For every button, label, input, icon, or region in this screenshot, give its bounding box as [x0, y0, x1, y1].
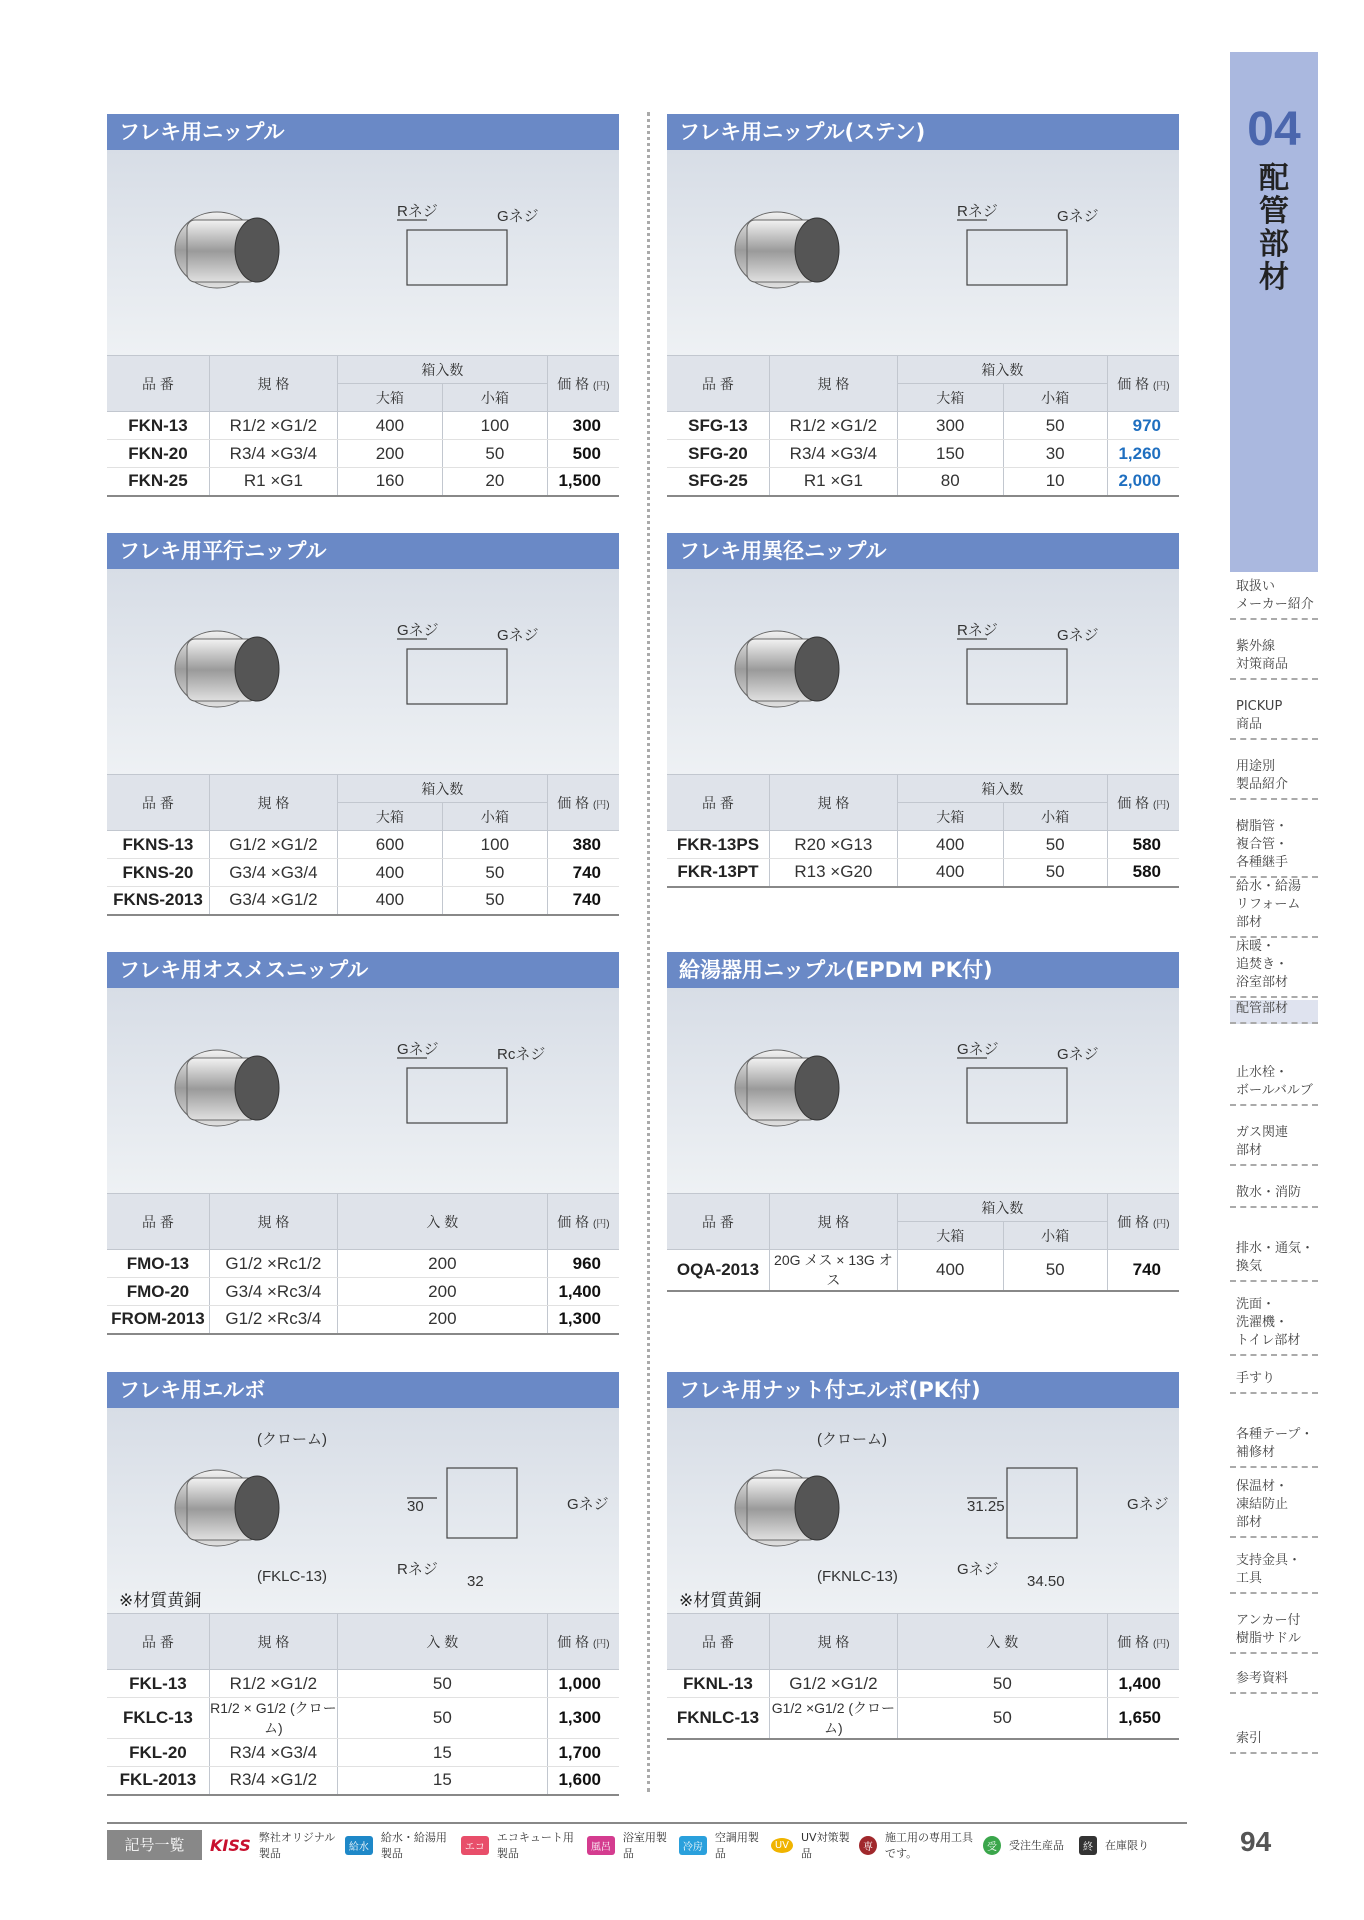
- page-number: 94: [1240, 1826, 1272, 1857]
- col-code: 品 番: [107, 356, 209, 412]
- small-box: 50: [442, 440, 547, 468]
- sidebar-nav-item[interactable]: 樹脂管・ 複合管・ 各種継手: [1230, 818, 1318, 878]
- price: 1,260: [1107, 440, 1179, 468]
- table-row: [107, 831, 619, 859]
- large-box: 160: [337, 468, 442, 496]
- product-section: [667, 952, 1179, 1292]
- product-code: FKNS-20: [107, 859, 209, 887]
- product-image: [107, 569, 619, 774]
- col-code: 品 番: [667, 775, 769, 831]
- quantity: 15: [337, 1767, 547, 1795]
- section-title: フレキ用オスメスニップル: [107, 952, 619, 988]
- product-section: [107, 1372, 619, 1796]
- spec: G1/2 ×Rc3/4: [209, 1306, 337, 1334]
- diagram-label: Gネジ: [1057, 208, 1099, 225]
- diagram-label: Rネジ: [957, 622, 998, 639]
- col-box: 箱入数: [337, 775, 547, 803]
- product-section: [667, 533, 1179, 888]
- large-box: 400: [337, 412, 442, 440]
- column-divider: [647, 112, 650, 1792]
- spec: G3/4 ×G1/2: [209, 887, 337, 915]
- price: 1,650: [1107, 1698, 1179, 1740]
- diagram-label: Gネジ: [397, 1041, 439, 1058]
- tool-icon: 専: [859, 1836, 877, 1855]
- product-image: [107, 988, 619, 1193]
- price: 580: [1107, 831, 1179, 859]
- col-price: 価 格 (円): [547, 775, 619, 831]
- price-table: [107, 774, 619, 916]
- large-box: 400: [897, 1250, 1003, 1292]
- spec: G1/2 ×G1/2 (クローム): [769, 1698, 897, 1740]
- spec: G1/2 ×G1/2: [209, 831, 337, 859]
- price: 300: [547, 412, 619, 440]
- product-code: FKN-13: [107, 412, 209, 440]
- col-qty: 入 数: [337, 1614, 547, 1670]
- quantity: 200: [337, 1306, 547, 1334]
- col-code: 品 番: [107, 1614, 209, 1670]
- price: 1,300: [547, 1306, 619, 1334]
- col-price: 価 格 (円): [1107, 775, 1179, 831]
- col-price: 価 格 (円): [547, 356, 619, 412]
- small-box: 10: [1003, 468, 1107, 496]
- col-box: 箱入数: [897, 356, 1107, 384]
- price: 500: [547, 440, 619, 468]
- product-section: [107, 533, 619, 916]
- product-code: FKNLC-13: [667, 1698, 769, 1740]
- legend-bath: 浴室用製品: [622, 1831, 667, 1860]
- product-illustration: [667, 988, 1179, 1193]
- product-code: FKLC-13: [107, 1698, 209, 1739]
- col-price: 価 格 (円): [1107, 356, 1179, 412]
- product-code: SFG-20: [667, 440, 769, 468]
- product-illustration: [107, 1408, 619, 1613]
- col-code: 品 番: [667, 356, 769, 412]
- product-illustration: [107, 569, 619, 774]
- large-box: 200: [337, 440, 442, 468]
- table-row: [667, 468, 1179, 496]
- price: 1,300: [547, 1698, 619, 1739]
- sidebar-nav-item[interactable]: 用途別 製品紹介: [1230, 758, 1318, 800]
- col-small: 小箱: [1003, 803, 1107, 831]
- kiss-logo: KISS: [210, 1835, 251, 1855]
- diagram-label: (FKLC-13): [257, 1568, 328, 1585]
- price: 1,000: [547, 1670, 619, 1698]
- col-price: 価 格 (円): [1107, 1614, 1179, 1670]
- price-table: [667, 1193, 1179, 1292]
- spec: R1/2 × G1/2 (クローム): [209, 1698, 337, 1739]
- diagram-label: Rネジ: [397, 1561, 438, 1578]
- table-row: [107, 1767, 619, 1795]
- col-spec: 規 格: [209, 356, 337, 412]
- diagram-label: Rcネジ: [497, 1046, 546, 1063]
- large-box: 150: [897, 440, 1003, 468]
- product-code: FMO-13: [107, 1250, 209, 1278]
- table-row: [667, 831, 1179, 859]
- price: 740: [547, 887, 619, 915]
- quantity: 200: [337, 1250, 547, 1278]
- col-spec: 規 格: [769, 356, 897, 412]
- col-small: 小箱: [1003, 1222, 1107, 1250]
- table-row: [107, 1698, 619, 1739]
- diagram-label: Gネジ: [957, 1561, 999, 1578]
- product-image: [667, 569, 1179, 774]
- price: 1,400: [547, 1278, 619, 1306]
- small-box: 30: [1003, 440, 1107, 468]
- sidebar-nav-item[interactable]: 配管部材: [1230, 1000, 1318, 1024]
- col-large: 大箱: [897, 384, 1003, 412]
- product-illustration: [667, 1408, 1179, 1613]
- section-title: 給湯器用ニップル(EPDM PK付): [667, 952, 1179, 988]
- water-icon: 給水: [345, 1836, 373, 1855]
- aircon-icon: 冷房: [679, 1836, 707, 1855]
- col-spec: 規 格: [769, 775, 897, 831]
- col-large: 大箱: [337, 803, 442, 831]
- spec: R1 ×G1: [769, 468, 897, 496]
- small-box: 50: [442, 859, 547, 887]
- legend-tool: 施工用の専用工具です。: [885, 1831, 973, 1860]
- section-title: フレキ用ニップル(ステン): [667, 114, 1179, 150]
- sidebar: [1230, 0, 1364, 1920]
- col-large: 大箱: [337, 384, 442, 412]
- quantity: 50: [897, 1670, 1107, 1698]
- diagram-label: Gネジ: [497, 208, 539, 225]
- product-illustration: [667, 150, 1179, 355]
- col-price: 価 格 (円): [547, 1194, 619, 1250]
- small-box: 20: [442, 468, 547, 496]
- symbol-legend: [107, 1822, 1187, 1866]
- price: 740: [1107, 1250, 1179, 1292]
- table-row: [667, 412, 1179, 440]
- small-box: 50: [1003, 831, 1107, 859]
- diagram-label: (クローム): [817, 1431, 887, 1448]
- sidebar-nav-item[interactable]: 各種テープ・ 補修材: [1230, 1426, 1318, 1468]
- legend-uv: UV対策製品: [801, 1831, 850, 1860]
- stock-icon: 終: [1079, 1836, 1097, 1855]
- product-code: FKNS-13: [107, 831, 209, 859]
- spec: G3/4 ×Rc3/4: [209, 1278, 337, 1306]
- price: 1,600: [547, 1767, 619, 1795]
- col-spec: 規 格: [209, 1194, 337, 1250]
- large-box: 400: [897, 859, 1003, 887]
- product-section: [107, 114, 619, 497]
- table-row: [107, 887, 619, 915]
- quantity: 50: [337, 1698, 547, 1739]
- section-title: フレキ用平行ニップル: [107, 533, 619, 569]
- table-row: [107, 1670, 619, 1698]
- sidebar-nav-item[interactable]: 索引: [1230, 1730, 1318, 1754]
- sidebar-nav-item[interactable]: 参考資料: [1230, 1670, 1318, 1694]
- large-box: 300: [897, 412, 1003, 440]
- diagram-label: Gネジ: [397, 622, 439, 639]
- section-title: フレキ用ナット付エルボ(PK付): [667, 1372, 1179, 1408]
- large-box: 400: [337, 859, 442, 887]
- order-icon: 受: [983, 1836, 1001, 1855]
- spec: R1/2 ×G1/2: [209, 1670, 337, 1698]
- col-small: 小箱: [1003, 384, 1107, 412]
- material-note: ※材質黄銅: [119, 1591, 202, 1611]
- section-title: フレキ用エルボ: [107, 1372, 619, 1408]
- product-code: FMO-20: [107, 1278, 209, 1306]
- spec: G1/2 ×Rc1/2: [209, 1250, 337, 1278]
- large-box: 400: [897, 831, 1003, 859]
- diagram-label: Rネジ: [397, 203, 438, 220]
- product-illustration: [107, 988, 619, 1193]
- table-row: [107, 1306, 619, 1334]
- col-spec: 規 格: [769, 1194, 897, 1250]
- sidebar-nav-item[interactable]: 止水栓・ ボールバルブ: [1230, 1064, 1318, 1106]
- col-code: 品 番: [107, 775, 209, 831]
- sidebar-nav-item[interactable]: 排水・通気・ 換気: [1230, 1240, 1318, 1282]
- diagram-label: 32: [467, 1573, 484, 1590]
- product-image: [107, 150, 619, 355]
- legend-order: 受注生産品: [1009, 1839, 1064, 1852]
- sidebar-nav-item[interactable]: 取扱い メーカー紹介: [1230, 578, 1318, 620]
- price: 970: [1107, 412, 1179, 440]
- large-box: 80: [897, 468, 1003, 496]
- product-code: FKNS-2013: [107, 887, 209, 915]
- legend-title: 記号一覧: [107, 1830, 202, 1860]
- sidebar-nav-item[interactable]: アンカー付 樹脂サドル: [1230, 1612, 1318, 1654]
- material-note: ※材質黄銅: [679, 1591, 762, 1611]
- quantity: 15: [337, 1739, 547, 1767]
- table-row: [107, 468, 619, 496]
- large-box: 400: [337, 887, 442, 915]
- bath-icon: 風呂: [587, 1836, 615, 1855]
- ecocute-icon: エコ: [461, 1836, 489, 1855]
- col-large: 大箱: [897, 1222, 1003, 1250]
- col-code: 品 番: [667, 1194, 769, 1250]
- sidebar-nav-item[interactable]: 給水・給湯 リフォーム 部材: [1230, 878, 1318, 938]
- small-box: 50: [1003, 859, 1107, 887]
- product-image: [667, 988, 1179, 1193]
- product-code: FKL-20: [107, 1739, 209, 1767]
- product-illustration: [667, 569, 1179, 774]
- sidebar-nav-item[interactable]: ガス関連 部材: [1230, 1124, 1318, 1166]
- price: 380: [547, 831, 619, 859]
- col-small: 小箱: [442, 384, 547, 412]
- diagram-label: Gネジ: [1057, 1046, 1099, 1063]
- spec: R20 ×G13: [769, 831, 897, 859]
- product-code: FKR-13PT: [667, 859, 769, 887]
- sidebar-nav-item[interactable]: 散水・消防: [1230, 1184, 1318, 1208]
- large-box: 600: [337, 831, 442, 859]
- col-code: 品 番: [667, 1614, 769, 1670]
- quantity: 200: [337, 1278, 547, 1306]
- product-image: [107, 1408, 619, 1613]
- legend-water: 給水・給湯用製品: [380, 1831, 447, 1860]
- table-row: [107, 859, 619, 887]
- table-row: [107, 412, 619, 440]
- spec: G1/2 ×G1/2: [769, 1670, 897, 1698]
- product-code: FKN-25: [107, 468, 209, 496]
- spec: R1/2 ×G1/2: [769, 412, 897, 440]
- diagram-label: 34.50: [1027, 1573, 1065, 1590]
- price-table: [107, 1613, 619, 1796]
- product-image: [667, 150, 1179, 355]
- section-title: フレキ用異径ニップル: [667, 533, 1179, 569]
- col-code: 品 番: [107, 1194, 209, 1250]
- spec: R13 ×G20: [769, 859, 897, 887]
- col-spec: 規 格: [769, 1614, 897, 1670]
- sidebar-nav-item[interactable]: 手すり: [1230, 1370, 1318, 1394]
- diagram-label: Gネジ: [567, 1496, 609, 1513]
- col-large: 大箱: [897, 803, 1003, 831]
- product-code: FKNL-13: [667, 1670, 769, 1698]
- sidebar-nav-item[interactable]: 床暖・ 追焚き・ 浴室部材: [1230, 938, 1318, 998]
- col-price: 価 格 (円): [547, 1614, 619, 1670]
- sidebar-nav-item[interactable]: PICKUP 商品: [1230, 698, 1318, 740]
- table-row: [107, 1278, 619, 1306]
- spec: R1/2 ×G1/2: [209, 412, 337, 440]
- table-row: [107, 1250, 619, 1278]
- diagram-label: 30: [407, 1498, 424, 1515]
- chapter-number: 04: [1247, 103, 1301, 156]
- col-box: 箱入数: [897, 775, 1107, 803]
- price-table: [107, 1193, 619, 1335]
- spec: R3/4 ×G3/4: [209, 440, 337, 468]
- uv-icon: UV: [771, 1838, 793, 1853]
- legend-ecocute: エコキュート用製品: [496, 1831, 574, 1860]
- spec: R1 ×G1: [209, 468, 337, 496]
- product-section: [667, 114, 1179, 497]
- diagram-label: (クローム): [257, 1431, 327, 1448]
- spec: R3/4 ×G3/4: [769, 440, 897, 468]
- sidebar-nav-item[interactable]: 紫外線 対策商品: [1230, 638, 1318, 680]
- spec: R3/4 ×G1/2: [209, 1767, 337, 1795]
- price: 740: [547, 859, 619, 887]
- product-code: FKN-20: [107, 440, 209, 468]
- chapter-tab[interactable]: [1230, 52, 1318, 572]
- legend-stock: 在庫限り: [1105, 1839, 1149, 1852]
- sidebar-nav-item[interactable]: 洗面・ 洗濯機・ トイレ部材: [1230, 1296, 1318, 1356]
- product-code: OQA-2013: [667, 1250, 769, 1292]
- product-code: FKR-13PS: [667, 831, 769, 859]
- product-code: FKL-13: [107, 1670, 209, 1698]
- price: 580: [1107, 859, 1179, 887]
- price: 1,500: [547, 468, 619, 496]
- product-code: SFG-13: [667, 412, 769, 440]
- section-title: フレキ用ニップル: [107, 114, 619, 150]
- diagram-label: Gネジ: [957, 1041, 999, 1058]
- price: 1,700: [547, 1739, 619, 1767]
- col-spec: 規 格: [209, 775, 337, 831]
- table-row: [107, 1739, 619, 1767]
- diagram-label: Gネジ: [497, 627, 539, 644]
- col-box: 箱入数: [337, 356, 547, 384]
- product-code: SFG-25: [667, 468, 769, 496]
- spec: R3/4 ×G3/4: [209, 1739, 337, 1767]
- col-price: 価 格 (円): [1107, 1194, 1179, 1250]
- legend-aircon: 空調用製品: [714, 1831, 759, 1860]
- sidebar-nav-item[interactable]: 保温材・ 凍結防止 部材: [1230, 1478, 1318, 1538]
- table-row: [667, 1250, 1179, 1292]
- chapter-title: 配管部材: [1259, 161, 1289, 295]
- product-section: [667, 1372, 1179, 1740]
- product-code: FKL-2013: [107, 1767, 209, 1795]
- col-spec: 規 格: [209, 1614, 337, 1670]
- price: 1,400: [1107, 1670, 1179, 1698]
- small-box: 50: [442, 887, 547, 915]
- col-box: 箱入数: [897, 1194, 1107, 1222]
- diagram-label: Rネジ: [957, 203, 998, 220]
- col-qty: 入 数: [897, 1614, 1107, 1670]
- col-qty: 入 数: [337, 1194, 547, 1250]
- table-row: [107, 440, 619, 468]
- quantity: 50: [897, 1698, 1107, 1740]
- diagram-label: Gネジ: [1127, 1496, 1169, 1513]
- quantity: 50: [337, 1670, 547, 1698]
- product-section: [107, 952, 619, 1335]
- table-row: [667, 859, 1179, 887]
- table-row: [667, 1670, 1179, 1698]
- diagram-label: (FKNLC-13): [817, 1568, 898, 1585]
- diagram-label: 31.25: [967, 1498, 1005, 1515]
- price-table: [667, 355, 1179, 497]
- price-table: [667, 1613, 1179, 1740]
- small-box: 50: [1003, 1250, 1107, 1292]
- small-box: 50: [1003, 412, 1107, 440]
- diagram-label: Gネジ: [1057, 627, 1099, 644]
- small-box: 100: [442, 831, 547, 859]
- table-row: [667, 440, 1179, 468]
- price: 960: [547, 1250, 619, 1278]
- table-row: [667, 1698, 1179, 1740]
- small-box: 100: [442, 412, 547, 440]
- price-table: [107, 355, 619, 497]
- product-image: [667, 1408, 1179, 1613]
- product-illustration: [107, 150, 619, 355]
- spec: 20G メス × 13G オス: [769, 1250, 897, 1292]
- legend-original: 弊社オリジナル製品: [258, 1831, 336, 1860]
- price: 2,000: [1107, 468, 1179, 496]
- product-code: FROM-2013: [107, 1306, 209, 1334]
- spec: G3/4 ×G3/4: [209, 859, 337, 887]
- price-table: [667, 774, 1179, 888]
- sidebar-nav-item[interactable]: 支持金具・ 工具: [1230, 1552, 1318, 1594]
- col-small: 小箱: [442, 803, 547, 831]
